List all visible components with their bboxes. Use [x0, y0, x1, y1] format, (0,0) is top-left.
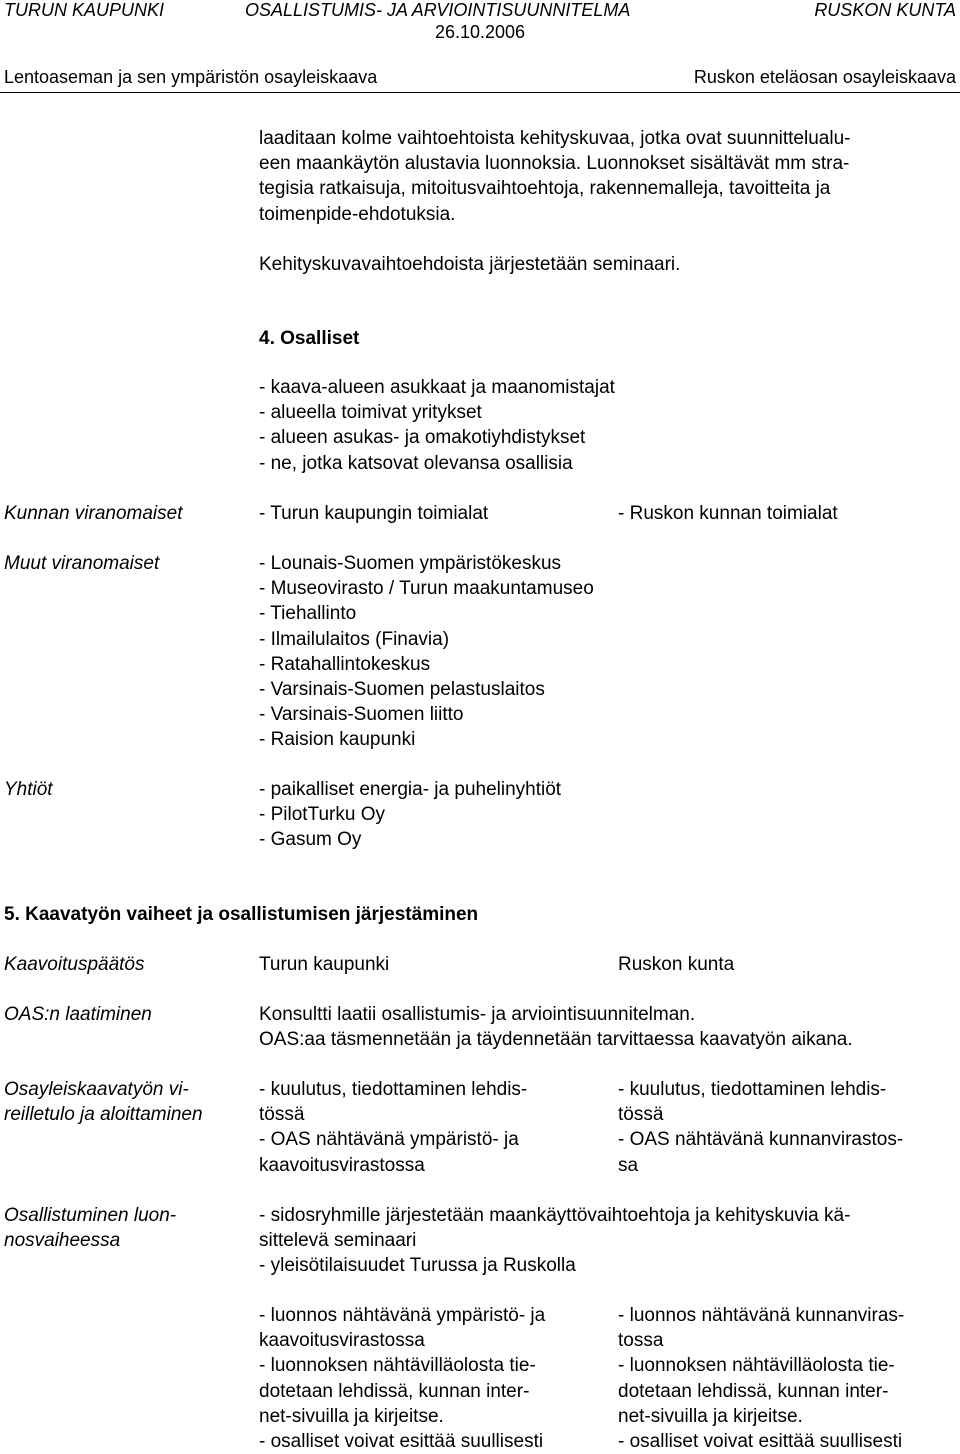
other-authorities-label: Muut viranomaiset	[4, 553, 160, 574]
oas-label: OAS:n laatiminen	[4, 1004, 152, 1025]
list-item: tössä	[618, 1104, 664, 1126]
list-item: - Museovirasto / Turun maakuntamuseo	[259, 578, 594, 600]
list-item: net-sivuilla ja kirjeitse.	[259, 1405, 444, 1427]
list-item: - alueen asukas- ja omakotiyhdistykset	[259, 427, 586, 449]
list-item: - Raision kaupunki	[259, 729, 416, 751]
list-item: dotetaan lehdissä, kunnan inter-	[618, 1380, 889, 1402]
list-item: - Ratahallintokeskus	[259, 653, 431, 675]
header-left: TURUN KAUPUNKI	[4, 0, 165, 20]
list-item: - osalliset voivat esittää suullisesti	[259, 1431, 544, 1453]
list-item: - luonnoksen nähtävilläolosta tie-	[618, 1355, 895, 1377]
list-item: - PilotTurku Oy	[259, 804, 385, 826]
list-item: sittelevä seminaari	[259, 1230, 417, 1252]
list-item: - alueella toimivat yritykset	[259, 402, 482, 424]
companies-label: Yhtiöt	[4, 779, 53, 800]
oas-line: OAS:aa täsmennetään ja täydennetään tarvittaessa kaavatyön aikana.	[259, 1029, 853, 1051]
oas-line: Konsultti laatii osallistumis- ja arviointisuunnitelman.	[259, 1004, 696, 1025]
list-item: - kuulutus, tiedottaminen lehdis-	[259, 1079, 528, 1100]
list-item: - osalliset voivat esittää suullisesti	[618, 1431, 903, 1453]
list-item: - OAS nähtävänä ympäristö- ja	[259, 1129, 519, 1151]
intro-line: toimenpide-ehdotuksia.	[259, 203, 456, 225]
intro-paragraph	[259, 126, 850, 227]
intro-line: laaditaan kolme vaihtoehtoista kehityskuvaa, jotka ovat suunnittelualu-	[259, 128, 851, 149]
label-line: reilletulo ja aloittaminen	[4, 1104, 203, 1126]
list-item: - Ilmailulaitos (Finavia)	[259, 628, 450, 650]
list-item: tössä	[259, 1104, 305, 1126]
label-line: Osallistuminen luon-	[4, 1205, 177, 1226]
header-divider	[0, 92, 960, 93]
list-item: tossa	[618, 1330, 664, 1352]
list-item: kaavoitusvirastossa	[259, 1154, 425, 1176]
general-participants-list	[259, 375, 615, 476]
draft-label	[4, 1203, 176, 1253]
list-item: - kuulutus, tiedottaminen lehdis-	[618, 1079, 887, 1100]
companies-list	[259, 777, 561, 853]
start-label	[4, 1077, 203, 1127]
municipal-rusko: - Ruskon kunnan toimialat	[618, 503, 838, 524]
list-item: - Lounais-Suomen ympäristökeskus	[259, 553, 562, 574]
draft-turku	[259, 1303, 545, 1454]
intro-line: een maankäytön alustavia luonnoksia. Luonnokset sisältävät mm stra-	[259, 153, 850, 175]
municipal-authorities-label: Kunnan viranomaiset	[4, 503, 183, 524]
list-item: kaavoitusvirastossa	[259, 1330, 425, 1352]
header-center: OSALLISTUMIS- JA ARVIOINTISUUNNITELMA	[245, 0, 631, 20]
label-line: nosvaiheessa	[4, 1230, 121, 1252]
section-5-title: 5. Kaavatyön vaiheet ja osallistumisen järjestäminen	[4, 904, 479, 925]
column-turku: Turun kaupunki	[259, 954, 390, 975]
column-rusko: Ruskon kunta	[618, 954, 735, 975]
header-right: RUSKON KUNTA	[814, 0, 956, 20]
intro-line: tegisia ratkaisuja, mitoitusvaihtoehtoja, rakennemalleja, tavoitteita ja	[259, 178, 831, 200]
list-item: - Varsinais-Suomen liitto	[259, 704, 464, 726]
oas-text	[259, 1002, 853, 1052]
list-item: - yleisötilaisuudet Turussa ja Ruskolla	[259, 1255, 576, 1277]
list-item: - luonnos nähtävänä kunnanviras-	[618, 1305, 905, 1326]
section-4-title: 4. Osalliset	[259, 328, 360, 349]
header-sub-left: Lentoaseman ja sen ympäristön osayleiskaava	[4, 67, 378, 87]
list-item: - luonnoksen nähtävilläolosta tie-	[259, 1355, 536, 1377]
other-authorities-list	[259, 551, 594, 753]
list-item: - ne, jotka katsovat olevansa osallisia	[259, 452, 573, 474]
list-item: sa	[618, 1154, 639, 1176]
start-turku	[259, 1077, 527, 1178]
draft-rusko	[618, 1303, 904, 1454]
list-item: net-sivuilla ja kirjeitse.	[618, 1405, 803, 1427]
intro-seminar: Kehityskuvavaihtoehdoista järjestetään seminaari.	[259, 254, 681, 275]
start-rusko	[618, 1077, 903, 1178]
draft-common	[259, 1203, 850, 1279]
list-item: - paikalliset energia- ja puhelinyhtiöt	[259, 779, 562, 800]
municipal-turku: - Turun kaupungin toimialat	[259, 503, 489, 524]
list-item: - Tiehallinto	[259, 603, 357, 625]
list-item: - sidosryhmille järjestetään maankäyttövaihtoehtoja ja kehityskuvia kä-	[259, 1205, 851, 1226]
list-item: - OAS nähtävänä kunnanvirastos-	[618, 1129, 904, 1151]
list-item: dotetaan lehdissä, kunnan inter-	[259, 1380, 530, 1402]
label-line: Osayleiskaavatyön vi-	[4, 1079, 189, 1100]
list-item: - luonnos nähtävänä ympäristö- ja	[259, 1305, 546, 1326]
list-item: - Gasum Oy	[259, 829, 362, 851]
decision-label: Kaavoituspäätös	[4, 954, 145, 975]
list-item: - Varsinais-Suomen pelastuslaitos	[259, 679, 545, 701]
header-date: 26.10.2006	[434, 22, 526, 42]
header-sub-right: Ruskon eteläosan osayleiskaava	[693, 67, 956, 87]
list-item: - kaava-alueen asukkaat ja maanomistajat	[259, 377, 615, 398]
